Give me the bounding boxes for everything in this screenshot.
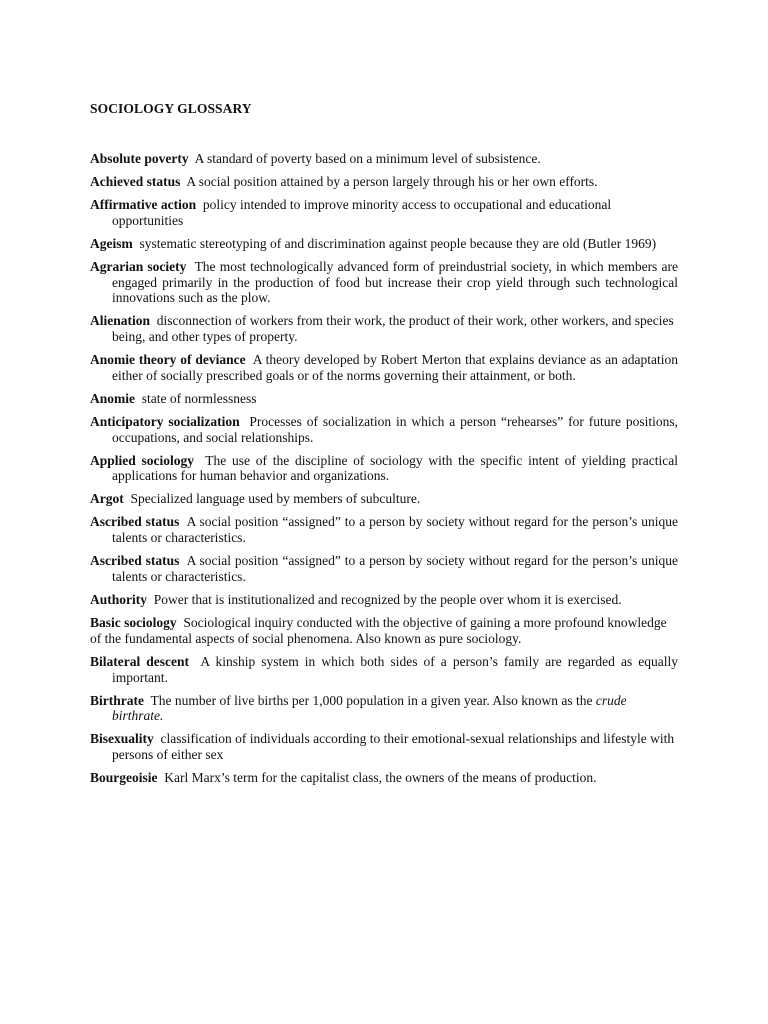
glossary-list xyxy=(90,151,678,793)
glossary-entry xyxy=(90,514,678,546)
glossary-term: Agrarian society xyxy=(90,258,187,274)
glossary-term: Anomie xyxy=(90,390,135,406)
glossary-entry xyxy=(90,731,678,763)
glossary-term: Bisexuality xyxy=(90,731,154,747)
glossary-term: Authority xyxy=(90,591,147,607)
glossary-entry xyxy=(90,197,678,229)
glossary-definition: A social position attained by a person largely through his or her own efforts. xyxy=(186,173,598,189)
glossary-entry xyxy=(90,236,678,252)
glossary-definition-italic: crude birthrate. xyxy=(112,692,627,724)
glossary-definition: Karl Marx’s term for the capitalist class, the owners of the means of production. xyxy=(164,770,597,786)
glossary-definition: policy intended to improve minority access to occupational and educational opportunities xyxy=(112,196,612,228)
glossary-entry xyxy=(90,693,678,725)
document-title: SOCIOLOGY GLOSSARY xyxy=(90,101,252,116)
glossary-term: Absolute poverty xyxy=(90,151,189,166)
glossary-term: Ascribed status xyxy=(90,514,180,530)
glossary-term: Affirmative action xyxy=(90,196,197,212)
glossary-entry xyxy=(90,174,678,190)
glossary-definition: Specialized language used by members of subculture. xyxy=(130,491,421,507)
glossary-definition: A standard of poverty based on a minimum level of subsistence. xyxy=(194,151,541,166)
glossary-entry xyxy=(90,553,678,585)
glossary-term: Bourgeoisie xyxy=(90,770,158,786)
glossary-entry xyxy=(90,313,678,345)
glossary-term: Alienation xyxy=(90,313,151,329)
glossary-definition: Power that is institutionalized and recognized by the people over whom it is exercised. xyxy=(153,591,622,607)
glossary-entry xyxy=(90,352,678,384)
glossary-term: Bilateral descent xyxy=(90,653,190,669)
glossary-term: Applied sociology xyxy=(90,452,195,468)
glossary-term: Ageism xyxy=(90,235,133,251)
glossary-definition: state of normlessness xyxy=(141,390,257,406)
glossary-entry xyxy=(90,770,678,786)
glossary-definition: The number of live births per 1,000 population in a given year. Also known as the xyxy=(150,692,593,708)
glossary-entry xyxy=(90,414,678,446)
glossary-term: Anticipatory socialization xyxy=(90,413,240,429)
glossary-definition: A social position “assigned” to a person by society without regard for the person’s unique talents or characteristics. xyxy=(112,553,678,584)
glossary-definition: A kinship system in which both sides of a person’s family are regarded as equally important. xyxy=(112,653,678,685)
glossary-term: Ascribed status xyxy=(90,553,180,569)
glossary-entry xyxy=(90,654,678,686)
glossary-entry xyxy=(90,592,678,608)
glossary-term: Achieved status xyxy=(90,173,181,189)
glossary-entry xyxy=(90,259,678,306)
glossary-definition: Sociological inquiry conducted with the objective of gaining a more profound knowledge of the fundamental aspects of social phenomena. Also known as pure sociology. xyxy=(90,614,667,646)
glossary-definition: The use of the discipline of sociology with the specific intent of yielding practical applications for human behavior and organizations. xyxy=(112,452,679,484)
glossary-term: Basic sociology xyxy=(90,614,177,630)
glossary-entry xyxy=(90,491,678,507)
glossary-definition: Processes of socialization in which a person “rehearses” for future positions, occupations, and social relationships. xyxy=(112,413,678,445)
glossary-definition: The most technologically advanced form of preindustrial society, in which members are engaged primarily in the production of food but increase their crop yield through such technological innovations such as the plow. xyxy=(112,258,678,306)
glossary-term: Argot xyxy=(90,491,124,507)
glossary-definition: systematic stereotyping of and discrimination against people because they are old (Butler 1969) xyxy=(139,235,657,251)
glossary-definition: A social position “assigned” to a person by society without regard for the person’s unique talents or characteristics. xyxy=(112,514,678,546)
glossary-definition: disconnection of workers from their work, the product of their work, other workers, and species being, and other types of property. xyxy=(112,313,674,345)
glossary-entry xyxy=(90,391,678,407)
glossary-entry xyxy=(90,151,678,167)
glossary-term: Anomie theory of deviance xyxy=(90,352,246,368)
glossary-definition: classification of individuals according to their emotional-sexual relationships and lifestyle with persons of either sex xyxy=(112,731,675,763)
glossary-term: Birthrate xyxy=(90,692,144,708)
glossary-entry xyxy=(90,615,678,647)
glossary-entry xyxy=(90,453,678,485)
glossary-definition: A theory developed by Robert Merton that explains deviance as an adaptation either of socially prescribed goals or of the norms governing their attainment, or both. xyxy=(112,352,678,383)
